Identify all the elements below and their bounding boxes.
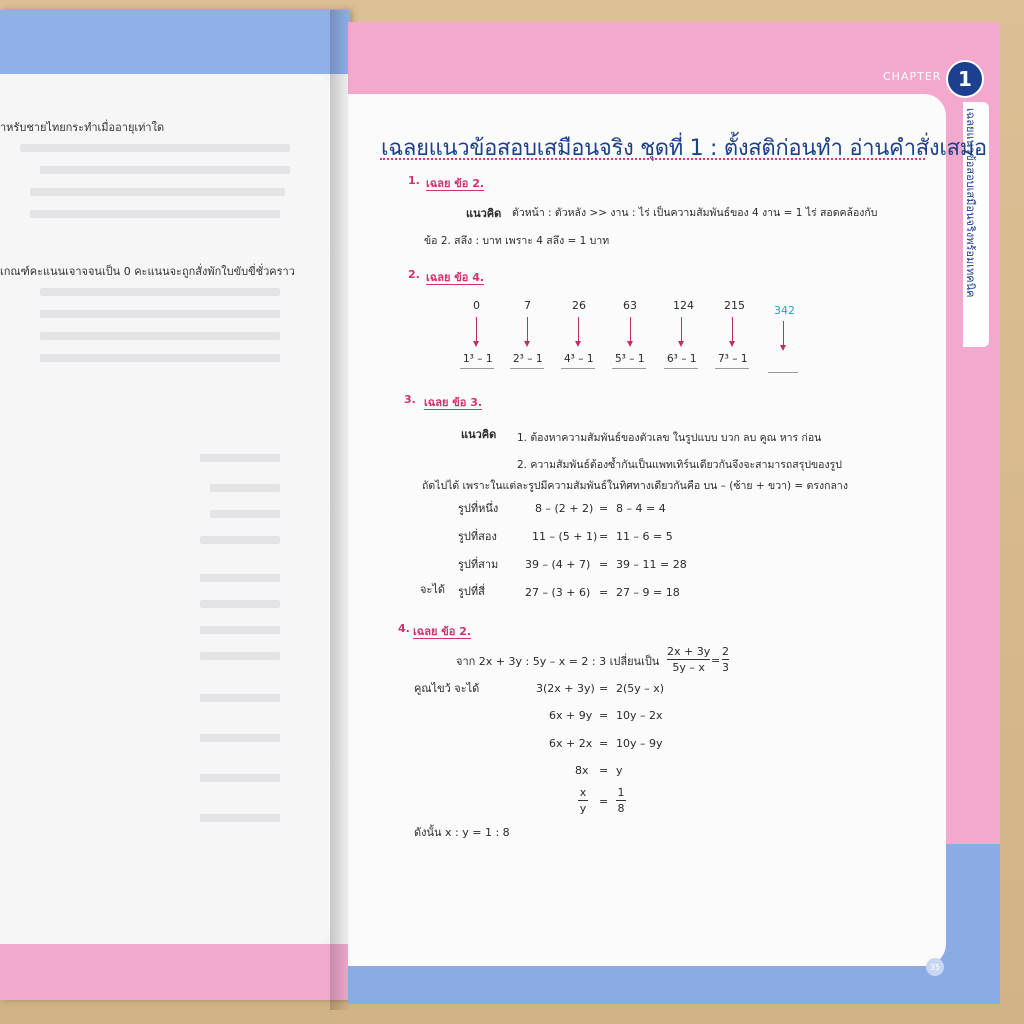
q3-row-expr: 27 – (3 + 6) [525, 586, 591, 599]
q3-point-2: 2. ความสัมพันธ์ต้องซ้ำกันเป็นแพทเทิร์นเดียวกันจึงจะสามารถสรุปของรูป [517, 459, 842, 471]
sequence-formula: 4³ – 1 [564, 353, 594, 365]
faded-text [40, 166, 290, 174]
fraction-bar [722, 659, 729, 660]
q4-final-fraction-right [616, 786, 626, 815]
q4-heading: เฉลย ข้อ 2. [413, 625, 472, 638]
q3-point-1: 1. ต้องหาความสัมพันธ์ของตัวเลข ในรูปแบบ บวก ลบ คูณ หาร ก่อน [517, 432, 822, 444]
down-arrow-icon [783, 321, 784, 345]
q4-step-lhs: 6x + 9y [549, 709, 593, 722]
fraction-numerator: 1 [617, 786, 625, 799]
down-arrow-icon [527, 317, 528, 341]
faded-text [200, 652, 280, 660]
q4-cross-label: คูณไขว้ จะได้ [414, 682, 480, 695]
side-tab-text: เฉลยแนวข้อสอบเสมือนจริงพร้อมเทคนิค [964, 108, 977, 298]
q3-row-eq: = [599, 530, 609, 543]
sequence-term: 215 [724, 299, 745, 312]
q3-row-label: รูปที่สาม [458, 558, 499, 571]
q3-row-result: 39 – 11 = 28 [616, 558, 687, 571]
fraction-denominator: y [579, 802, 587, 815]
sequence-answer: 342 [774, 304, 795, 317]
faded-text [40, 288, 280, 296]
faded-text [40, 332, 280, 340]
left-page-top-band [0, 10, 350, 74]
q3-row-expr: 11 – (5 + 1) [532, 530, 598, 543]
q4-fraction-eq: = [711, 654, 721, 667]
formula-underline [561, 368, 595, 369]
fraction-numerator: 2x + 3y [667, 645, 711, 658]
answer-blank-underline [768, 372, 798, 373]
right-page [348, 22, 1000, 1004]
q4-fraction-1 [667, 645, 710, 674]
faded-text [200, 536, 280, 544]
q4-step-lhs: 3(2x + 3y) [536, 682, 595, 695]
faded-text [200, 626, 280, 634]
q4-intro: จาก 2x + 3y : 5y – x = 2 : 3 เปลี่ยนเป็น [456, 655, 660, 668]
formula-underline [715, 368, 749, 369]
left-page-line-2: เกณฑ์คะแนนเจาจจนเป็น 0 คะแนนจะถูกสั่งพักใบขับขี่ชั่วคราว [0, 265, 295, 278]
sequence-formula: 7³ – 1 [718, 353, 748, 365]
q4-step-rhs: 10y – 2x [616, 709, 663, 722]
faded-text [200, 574, 280, 582]
down-arrow-icon [630, 317, 631, 341]
faded-text [30, 210, 280, 218]
fraction-bar [616, 800, 626, 801]
down-arrow-icon [476, 317, 477, 341]
faded-text [40, 310, 280, 318]
q1-line-2: ข้อ 2. สลึง : บาท เพราะ 4 สลึง = 1 บาท [424, 235, 610, 247]
q3-row-label: รูปที่หนึ่ง [458, 502, 499, 515]
fraction-bar [667, 659, 710, 660]
q4-step-lhs: 8x [575, 764, 589, 777]
q4-conclusion: ดังนั้น x : y = 1 : 8 [414, 826, 510, 839]
q2-heading: เฉลย ข้อ 4. [426, 271, 485, 284]
q4-step-rhs: y [616, 764, 623, 777]
sequence-formula: 6³ – 1 [667, 353, 697, 365]
q4-step-rhs: 10y – 9y [616, 737, 663, 750]
faded-text [30, 188, 285, 196]
faded-text [200, 774, 280, 782]
q3-heading: เฉลย ข้อ 3. [424, 396, 483, 409]
book-spine-shadow [330, 10, 356, 1010]
q4-step-lhs: 6x + 2x [549, 737, 593, 750]
q4-step-eq: = [599, 764, 609, 777]
fraction-denominator: 8 [617, 802, 625, 815]
page-number: 35 [926, 958, 944, 976]
q3-heading-number: 3. [404, 393, 416, 406]
q4-final-fraction-left [578, 786, 588, 815]
fraction-numerator: 2 [722, 645, 729, 658]
q3-point-2-cont: ถัดไปได้ เพราะในแต่ละรูปมีความสัมพันธ์ในทิศทางเดียวกันคือ บน – (ซ้าย + ขวา) = ตรงกลาง [422, 480, 848, 492]
sequence-term: 63 [623, 299, 637, 312]
q3-row-label: รูปที่สอง [458, 530, 497, 543]
sequence-formula: 2³ – 1 [513, 353, 543, 365]
q3-row-result: 8 – 4 = 4 [616, 502, 666, 515]
faded-text [210, 484, 280, 492]
title-dotted-rule [380, 158, 925, 160]
q3-approach-label: แนวคิด [461, 428, 497, 441]
left-page-content [0, 74, 332, 944]
faded-text [20, 144, 290, 152]
q1-heading: เฉลย ข้อ 2. [426, 177, 485, 190]
q4-step-eq: = [599, 709, 609, 722]
faded-text [200, 454, 280, 462]
formula-underline [460, 368, 494, 369]
faded-text [200, 734, 280, 742]
left-page [0, 10, 350, 1000]
sequence-formula: 5³ – 1 [615, 353, 645, 365]
faded-text [200, 694, 280, 702]
page-title: เฉลยแนวข้อสอบเสมือนจริง ชุดที่ 1 : ตั้งสติก่อนทำ อ่านคำสั่งเสมอ [381, 136, 987, 161]
down-arrow-icon [681, 317, 682, 341]
q1-line-1: ตัวหน้า : ตัวหลัง >> งาน : ไร่ เป็นความสัมพันธ์ของ 4 งาน = 1 ไร่ สอดคล้องกับ [512, 207, 878, 219]
fraction-denominator: 3 [722, 661, 729, 674]
formula-underline [510, 368, 544, 369]
formula-underline [612, 368, 646, 369]
q4-step-rhs: 2(5y – x) [616, 682, 665, 695]
faded-text [200, 814, 280, 822]
q3-row-expr: 8 – (2 + 2) [535, 502, 594, 515]
q4-step-eq: = [599, 682, 609, 695]
sequence-formula: 1³ – 1 [463, 353, 493, 365]
q3-row-expr: 39 – (4 + 7) [525, 558, 591, 571]
down-arrow-icon [732, 317, 733, 341]
q3-row-label: รูปที่สี่ [458, 585, 485, 598]
q4-fraction-2 [722, 645, 729, 674]
faded-text [210, 510, 280, 518]
q3-row-eq: = [599, 502, 609, 515]
left-page-line-1: ่าหรับชายไทยกระทำเมื่ออายุเท่าใด [0, 121, 165, 134]
left-page-bottom-band [0, 944, 350, 1000]
sequence-term: 26 [572, 299, 586, 312]
down-arrow-icon [578, 317, 579, 341]
q3-row-eq: = [599, 558, 609, 571]
q3-row-result: 27 – 9 = 18 [616, 586, 680, 599]
faded-text [200, 600, 280, 608]
fraction-numerator: x [579, 786, 587, 799]
fraction-bar [578, 800, 588, 801]
q3-row-eq: = [599, 586, 609, 599]
sequence-term: 0 [473, 299, 480, 312]
q3-row-prefix: จะได้ [420, 583, 446, 596]
fraction-denominator: 5y – x [672, 661, 705, 674]
q1-approach-label: แนวคิด [466, 207, 502, 220]
chapter-label: CHAPTER [883, 70, 942, 83]
q2-heading-number: 2. [408, 268, 420, 281]
q3-row-result: 11 – 6 = 5 [616, 530, 673, 543]
chapter-number-badge: 1 [946, 60, 984, 98]
q4-final-eq: = [599, 795, 609, 808]
q4-heading-number: 4. [398, 622, 410, 635]
sequence-term: 124 [673, 299, 694, 312]
formula-underline [664, 368, 698, 369]
faded-text [40, 354, 280, 362]
q4-step-eq: = [599, 737, 609, 750]
q1-heading-number: 1. [408, 174, 420, 187]
sequence-term: 7 [524, 299, 531, 312]
